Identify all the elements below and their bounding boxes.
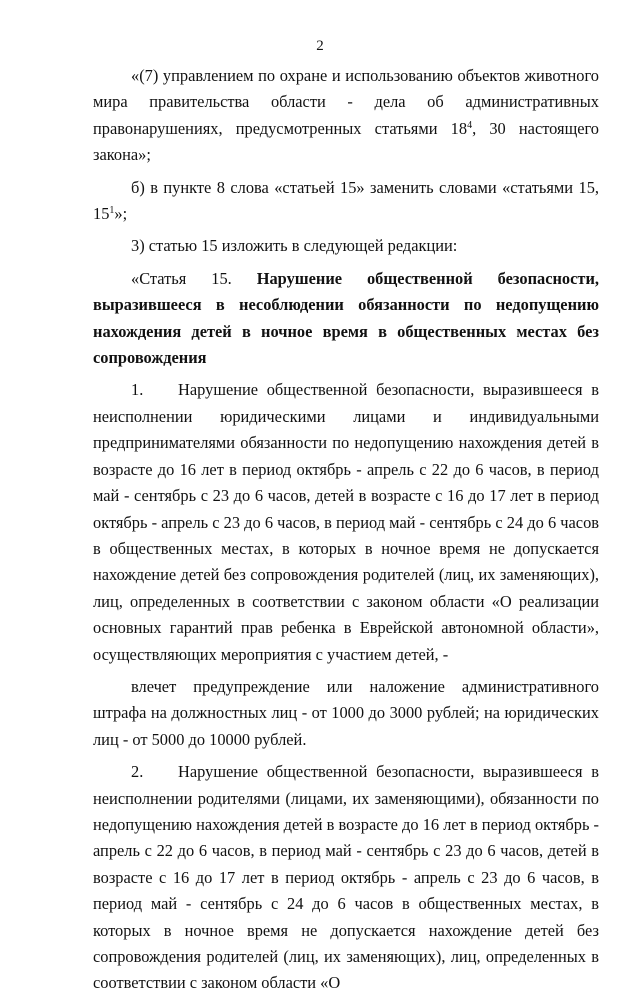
superscript: 4 [467,119,473,131]
paragraph-text: »; [114,204,128,224]
page-number: 2 [316,38,324,54]
paragraph-item-3: 3) статью 15 изложить в следующей редакции: [131,236,458,256]
article-part-1: 1. Нарушение общественной безопасности, выразившееся в неисполнении юридическими лицами и индивидуальными предпринимателями обязанности по недопущению нахождения детей в возрасте до 16 лет в период октябрь - апрель с 22 до 6 часов, в период май - сентябрь с 23 до 6 часов, детей в возрасте с 16 до 17 лет в период октябрь - апрель с 23 до 6 часов, в период май - сентябрь с 24 до 6 часов в общественных местах, в которых в ночное время не допускается нахождение детей без сопровождения родителей (лиц, их заменяющих), лиц, определенных в соответствии с законом области «О реализации основных гарантий прав ребенка в Еврейской автономной области», осуществляющих мероприятия с участием детей, - [93,380,599,664]
paragraph-text: , 30 настоящего закона»; [93,118,599,165]
paragraph-text: б) в пункте 8 слова «статьей 15» заменить словами «статьями 15, 15 [93,177,599,224]
article-heading [93,266,599,372]
superscript: 1 [109,205,115,217]
paragraph-item-7 [93,63,599,169]
article-part-1-sanction: влечет предупреждение или наложение административного штрафа на должностных лиц - от 1000 до 3000 рублей; на юридических лиц - от 5000 до 10000 рублей. [93,676,599,749]
article-prefix: «Статья 15. [131,268,257,288]
paragraph-text: «(7) управлением по охране и использованию объектов животного мира правительства области - дела об административных правонарушениях, предусмотренных статьями 18 [93,66,599,138]
document-body [93,63,599,1003]
paragraph-item-b [93,175,599,228]
article-title: Нарушение общественной безопасности, выразившееся в несоблюдении обязанности по недопущению нахождения детей в ночное время в общественных местах без сопровождения [93,268,599,368]
article-part-2: 2. Нарушение общественной безопасности, выразившееся в неисполнении родителями (лицами, их заменяющими), обязанности по недопущению нахождения детей в возрасте до 16 лет в период октябрь - апрель с 22 до 6 часов, в период май - сентябрь с 23 до 6 часов, детей в возрасте с 16 до 17 лет в период октябрь - апрель с 23 до 6 часов, в период май - сентябрь с 24 до 6 часов в общественных местах, в которых в ночное время не допускается нахождение детей без сопровождения родителей (лиц, их заменяющих), лиц, определенных в соответствии с законом области «О [93,762,599,993]
